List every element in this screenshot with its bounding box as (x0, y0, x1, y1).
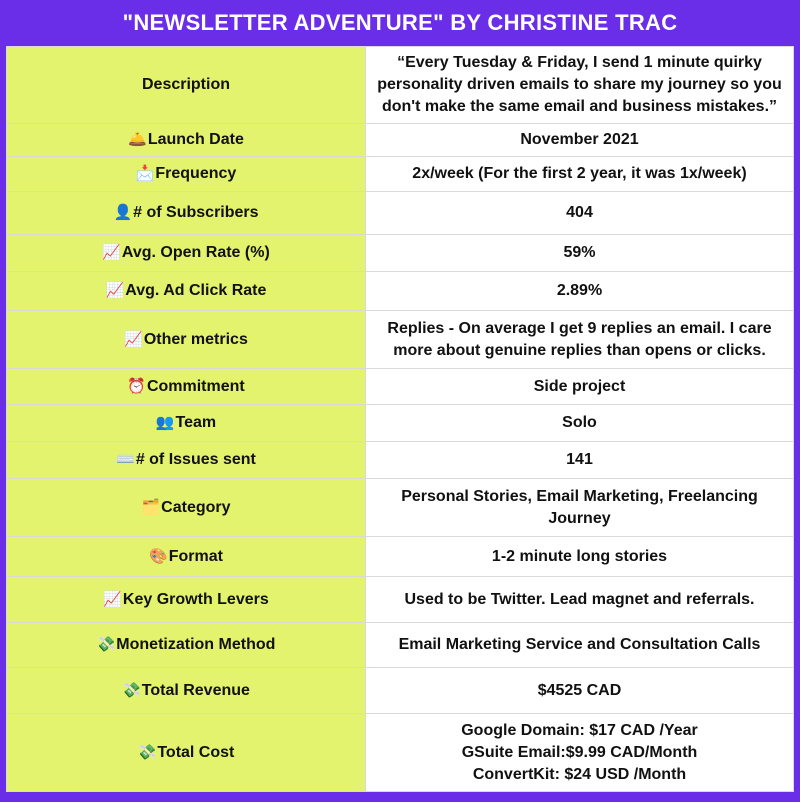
chart-up-icon: 📈 (105, 282, 125, 299)
row-label-text: Key Growth Levers (122, 590, 269, 608)
row-value: $4525 CAD (366, 668, 794, 714)
row-commitment (7, 369, 794, 405)
row-label (7, 668, 366, 714)
row-label-text: Commitment (146, 377, 245, 395)
row-other-metrics (7, 311, 794, 369)
cost-line: ConvertKit: $24 USD /Month (472, 765, 687, 783)
row-label (7, 442, 366, 479)
cost-line: GSuite Email:$9.99 CAD/Month (461, 743, 698, 761)
chart-up-icon: 📈 (124, 330, 143, 348)
row-frequency (7, 157, 794, 192)
row-value: Solo (366, 405, 794, 442)
card-title: "NEWSLETTER ADVENTURE" BY CHRISTINE TRAC (122, 10, 678, 35)
row-label (7, 192, 366, 235)
bell-icon: 🛎️ (128, 131, 147, 148)
row-ad-click-rate (7, 272, 794, 311)
row-value: “Every Tuesday & Friday, I send 1 minute quirky personality driven emails to share my journey so you don't make the same email and business mistakes.” (366, 47, 794, 124)
row-label (7, 577, 366, 623)
row-open-rate (7, 235, 794, 272)
row-label-text: # of Subscribers (133, 204, 259, 221)
row-label-text: # of Issues sent (135, 451, 256, 468)
user-icon: 👤 (113, 204, 133, 221)
row-total-cost (7, 714, 794, 792)
row-team (7, 405, 794, 442)
row-label (7, 235, 366, 272)
row-monetization (7, 623, 794, 668)
row-label-text: Total Revenue (141, 681, 250, 699)
row-value (366, 714, 794, 792)
row-label (7, 537, 366, 577)
row-value: Email Marketing Service and Consultation Calls (366, 623, 794, 668)
row-description (7, 47, 794, 124)
row-label (7, 369, 366, 405)
envelope-icon: 📩 (135, 165, 155, 182)
row-label-text: Frequency (155, 165, 237, 182)
palette-icon: 🎨 (149, 547, 168, 565)
row-label (7, 157, 366, 192)
row-value: 1-2 minute long stories (366, 537, 794, 577)
money-icon: 💸 (122, 681, 141, 699)
row-total-revenue (7, 668, 794, 714)
money-icon: 💸 (137, 743, 157, 761)
row-label-text: Description (141, 76, 230, 93)
row-label (7, 623, 366, 668)
row-label (7, 714, 366, 792)
row-value: Personal Stories, Email Marketing, Freelancing Journey (366, 479, 794, 537)
money-icon: 💸 (96, 636, 116, 653)
row-launch-date (7, 124, 794, 157)
row-label (7, 47, 366, 124)
keyboard-icon: ⌨️ (116, 451, 135, 468)
row-value: Side project (366, 369, 794, 405)
row-value: 404 (366, 192, 794, 235)
row-label (7, 311, 366, 369)
box-icon: 🗂️ (141, 498, 161, 516)
newsletter-stats-table (6, 46, 794, 792)
row-label (7, 405, 366, 442)
chart-up-icon: 📈 (103, 590, 122, 608)
row-label-text: Format (168, 547, 223, 565)
row-issues-sent (7, 442, 794, 479)
row-label-text: Category (161, 498, 231, 516)
users-icon: 👥 (155, 414, 175, 431)
row-value: 59% (366, 235, 794, 272)
row-value: November 2021 (366, 124, 794, 157)
row-value: 2x/week (For the first 2 year, it was 1x/week) (366, 157, 794, 192)
row-label-text: Avg. Open Rate (%) (121, 244, 270, 261)
row-label-text: Total Cost (157, 743, 235, 761)
row-label-text: Avg. Ad Click Rate (125, 282, 267, 299)
row-growth-levers (7, 577, 794, 623)
row-value: Used to be Twitter. Lead magnet and referrals. (366, 577, 794, 623)
chart-up-icon: 📈 (102, 244, 121, 261)
row-label-text: Team (175, 414, 217, 431)
row-value: Replies - On average I get 9 replies an email. I care more about genuine replies than opens or clicks. (366, 311, 794, 369)
row-format (7, 537, 794, 577)
row-label (7, 272, 366, 311)
row-label (7, 124, 366, 157)
row-label-text: Launch Date (147, 131, 244, 148)
row-label (7, 479, 366, 537)
row-subscribers (7, 192, 794, 235)
row-category (7, 479, 794, 537)
cost-line: Google Domain: $17 CAD /Year (461, 721, 698, 739)
row-value: 2.89% (366, 272, 794, 311)
row-label-text: Monetization Method (116, 636, 276, 653)
alarm-clock-icon: ⏰ (127, 377, 146, 395)
row-value: 141 (366, 442, 794, 479)
row-label-text: Other metrics (143, 330, 248, 348)
